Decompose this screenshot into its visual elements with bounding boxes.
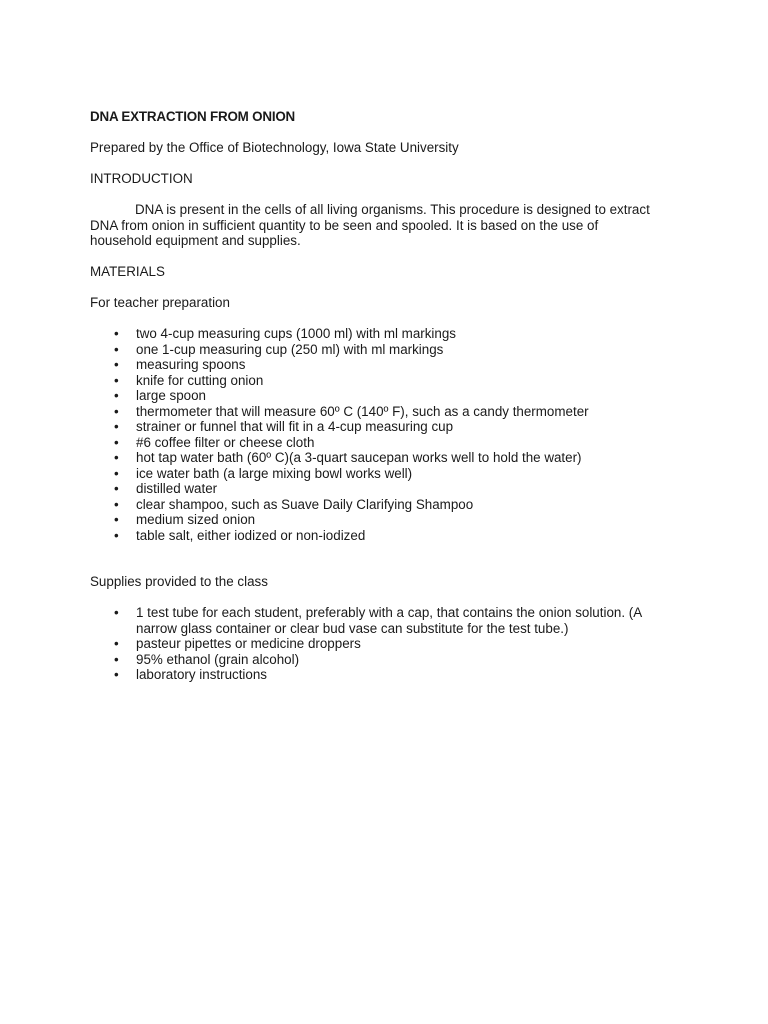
class-supplies-heading: Supplies provided to the class (90, 574, 268, 589)
list-item: • pasteur pipettes or medicine droppers (114, 636, 361, 651)
class-supplies-list (0, 605, 666, 683)
list-item: • distilled water (114, 481, 218, 496)
prepared-by: Prepared by the Office of Biotechnology, Iowa State University (90, 140, 459, 155)
document-title: DNA EXTRACTION FROM ONION (90, 109, 296, 124)
list-item: • 95% ethanol (grain alcohol) (114, 651, 300, 667)
materials-heading: MATERIALS (90, 264, 165, 279)
list-item: • 1 test tube for each student, preferably with a cap, that contains the onion solution. (A narrow glass container or clear bud vase can substitute for the test tube.) (114, 605, 642, 636)
intro-line-3: household equipment and supplies. (90, 233, 301, 248)
introduction-paragraph (90, 202, 680, 249)
intro-line-1: DNA is present in the cells of all living organisms. This procedure is designed to extract (135, 202, 650, 217)
list-item: • one 1-cup measuring cup (250 ml) with ml markings (114, 341, 444, 357)
list-item: • clear shampoo, such as Suave Daily Clarifying Shampoo (114, 496, 474, 512)
list-item: • knife for cutting onion (114, 372, 264, 388)
list-item: • thermometer that will measure 60º C (140º F), such as a candy thermometer (114, 403, 589, 419)
list-item: • table salt, either iodized or non-iodized (114, 527, 366, 543)
list-item: • laboratory instructions (114, 667, 267, 682)
list-item: • two 4-cup measuring cups (1000 ml) with ml markings (114, 326, 457, 341)
list-item: • large spoon (114, 388, 206, 403)
introduction-heading: INTRODUCTION (90, 171, 193, 186)
list-item: • strainer or funnel that will fit in a 4-cup measuring cup (114, 419, 454, 434)
teacher-preparation-heading: For teacher preparation (90, 295, 230, 310)
list-item: • measuring spoons (114, 357, 246, 372)
list-item: • medium sized onion (114, 512, 256, 527)
list-item: • ice water bath (a large mixing bowl works well) (114, 465, 413, 481)
intro-line-2: DNA from onion in sufficient quantity to be seen and spooled. It is based on the use of (90, 217, 599, 233)
teacher-materials-list (0, 326, 589, 543)
list-item: • #6 coffee filter or cheese cloth (114, 434, 315, 450)
list-item: • hot tap water bath (60º C)(a 3-quart saucepan works well to hold the water) (114, 450, 582, 465)
